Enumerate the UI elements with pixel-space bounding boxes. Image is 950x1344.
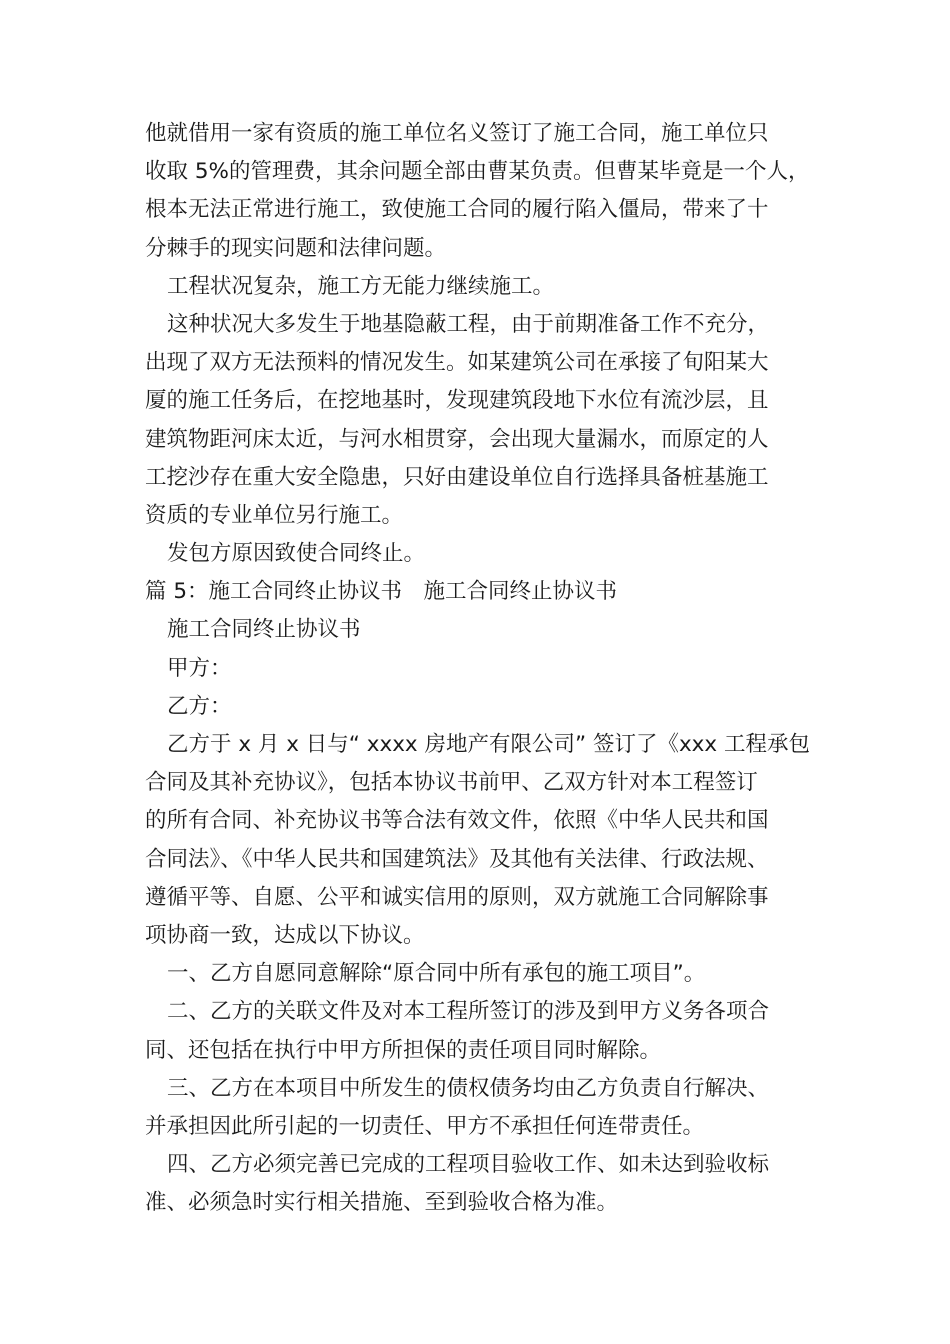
text-line: 遵循平等、自愿、公平和诚实信用的原则，双方就施工合同解除事 <box>145 884 769 910</box>
text-line: 分棘手的现实问题和法律问题。 <box>145 235 447 261</box>
text-line: 厦的施工任务后，在挖地基时，发现建筑段地下水位有流沙层，且 <box>145 388 769 414</box>
text-line: 准、必须急时实行相关措施、至到验收合格为准。 <box>145 1190 619 1216</box>
text-line: 一、乙方自愿同意解除“原合同中所有承包的施工项目”。 <box>167 961 706 987</box>
text-line: 合同及其补充协议》，包括本协议书前甲、乙双方针对本工程签订 <box>145 770 758 796</box>
text-line: 根本无法正常进行施工，致使施工合同的履行陷入僵局，带来了十 <box>145 197 769 223</box>
text-line: 的所有合同、补充协议书等合法有效文件，依照《中华人民共和国 <box>145 808 769 834</box>
text-line: 建筑物距河床太近，与河水相贯穿，会出现大量漏水，而原定的人 <box>145 426 769 452</box>
text-line: 发包方原因致使合同终止。 <box>167 541 426 567</box>
text-line: 二、乙方的关联文件及对本工程所签订的涉及到甲方义务各项合 <box>167 999 770 1025</box>
text-line: 施工合同终止协议书 <box>167 617 361 643</box>
text-line: 收取 5%的管理费，其余问题全部由曹某负责。但曹某毕竟是一个人， <box>145 159 810 185</box>
text-line: 合同法》、《中华人民共和国建筑法》及其他有关法律、行政法规、 <box>145 846 769 872</box>
text-line: 四、乙方必须完善已完成的工程项目验收工作、如未达到验收标 <box>167 1152 770 1178</box>
text-line: 同、还包括在执行中甲方所担保的责任项目同时解除。 <box>145 1037 662 1063</box>
text-line: 项协商一致，达成以下协议。 <box>145 922 425 948</box>
text-line: 这种状况大多发生于地基隐蔽工程，由于前期准备工作不充分， <box>167 311 770 337</box>
text-line: 乙方： <box>167 693 232 719</box>
text-line: 并承担因此所引起的一切责任、甲方不承担任何连带责任。 <box>145 1113 705 1139</box>
text-line: 乙方于 x 月 x 日与“ xxxx 房地产有限公司” 签订了《xxx 工程承包 <box>167 732 810 757</box>
document-body <box>145 115 825 1222</box>
text-line: 工程状况复杂，施工方无能力继续施工。 <box>167 273 555 299</box>
text-line: 他就借用一家有资质的施工单位名义签订了施工合同，施工单位只 <box>145 121 769 146</box>
text-line: 出现了双方无法预料的情况发生。如某建筑公司在承接了旬阳某大 <box>145 350 769 376</box>
text-line: 三、乙方在本项目中所发生的债权债务均由乙方负责自行解决、 <box>167 1075 770 1101</box>
text-line: 资质的专业单位另行施工。 <box>145 502 404 528</box>
text-line: 工挖沙存在重大安全隐患，只好由建设单位自行选择具备桩基施工 <box>145 464 769 490</box>
text-line: 甲方： <box>167 655 232 681</box>
text-line: 篇 5：施工合同终止协议书 施工合同终止协议书 <box>145 579 618 605</box>
